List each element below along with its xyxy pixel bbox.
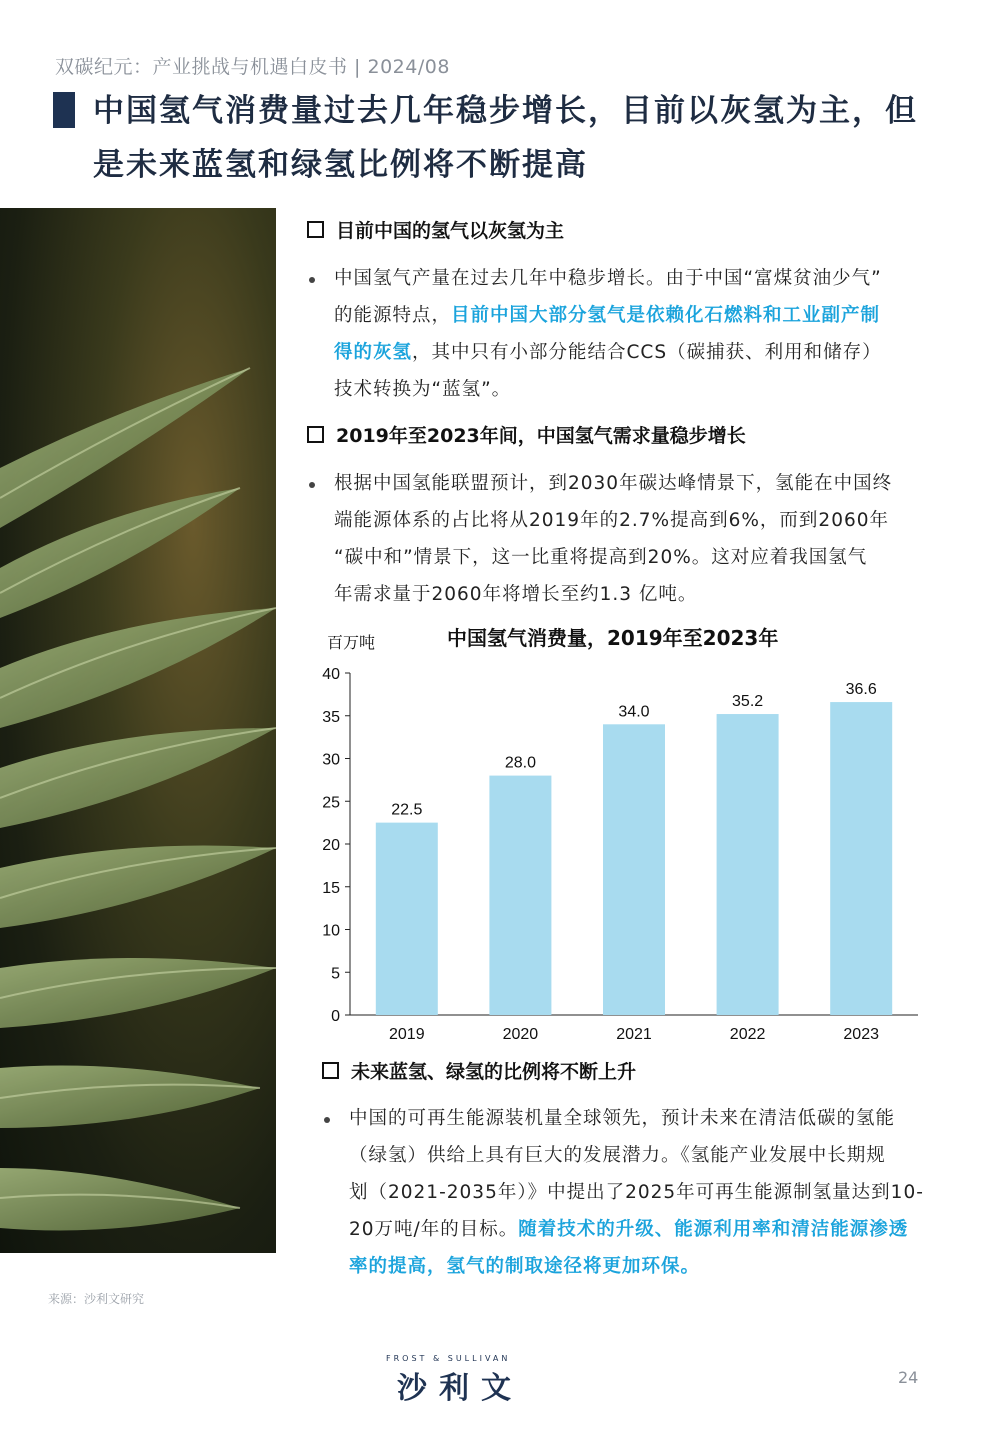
chart-title: 中国氢气消费量，2019年至2023年 (447, 626, 779, 650)
page-title-line-2: 是未来蓝氢和绿氢比例将不断提高 (93, 147, 588, 183)
y-tick-label: 5 (331, 965, 340, 983)
data-label: 36.6 (845, 681, 877, 699)
bar (603, 724, 665, 1015)
source-note: 来源：沙利文研究 (48, 1292, 145, 1306)
section-heading-3: 未来蓝氢、绿氢的比例将不断上升 (322, 1057, 636, 1084)
data-label: 22.5 (391, 801, 423, 819)
highlight-text: 得的灰氢 (334, 342, 413, 363)
bullet-icon (324, 1117, 330, 1123)
data-label: 34.0 (618, 703, 650, 721)
fern-photo (0, 208, 276, 1253)
y-tick-label: 20 (322, 837, 340, 854)
page-title-line-1: 中国氢气消费量过去几年稳步增长，目前以灰氢为主，但 (93, 93, 918, 129)
bullet-icon (309, 277, 315, 283)
paragraph-3: 中国的可再生能源装机量全球领先，预计未来在清洁低碳的氢能 （绿氢）供给上具有巨大的发展潜力。《氢能产业发展中长期规 划（2021-2035年）》中提出了2025年可再生能源制氢量达到10- 20万吨/年的目标。随着技术的升级、能源利用率和清洁能源渗透 率的提高，氢气的制取途径将更加环保。 (349, 1100, 924, 1285)
page-number: 24 (898, 1368, 919, 1387)
y-tick-label: 40 (322, 666, 340, 683)
bar (376, 823, 438, 1015)
page-title (93, 84, 953, 192)
x-tick-label: 2023 (843, 1026, 879, 1043)
paragraph-1: 中国氢气产量在过去几年中稳步增长。由于中国“富煤贫油少气” 的能源特点，目前中国大部分氢气是依赖化石燃料和工业副产制 得的灰氢，其中只有小部分能结合CCS（碳捕获、利用和储存） 技术转换为“蓝氢”。 (334, 268, 882, 400)
checkbox-icon (322, 1062, 339, 1079)
company-logo: 沙利文 (397, 1371, 523, 1406)
report-header: 双碳纪元：产业挑战与机遇白皮书 | 2024/08 (55, 56, 450, 78)
bar (717, 714, 779, 1015)
highlight-text: 率的提高，氢气的制取途径将更加环保。 (349, 1256, 701, 1277)
bar (489, 776, 551, 1015)
paragraph-2: 根据中国氢能联盟预计，到2030年碳达峰情景下，氢能在中国终 端能源体系的占比将从2019年的2.7%提高到6%，而到2060年 “碳中和”情景下，这一比重将提高到20%。这对应着我国氢气 年需求量于2060年将增长至约1.3 亿吨。 (334, 473, 893, 605)
y-tick-label: 10 (322, 922, 340, 940)
logo-subtext: FROST & SULLIVAN (386, 1354, 511, 1363)
chart-y-unit: 百万吨 (327, 633, 376, 652)
highlight-text: 随着技术的升级、能源利用率和清洁能源渗透 (518, 1219, 909, 1240)
y-tick-label: 25 (322, 794, 340, 812)
data-label: 35.2 (732, 693, 764, 711)
data-label: 28.0 (504, 754, 536, 772)
y-tick-label: 35 (322, 708, 340, 726)
y-tick-label: 30 (322, 751, 340, 769)
bullet-icon (309, 482, 315, 488)
fern-illustration (0, 208, 276, 1253)
x-tick-label: 2021 (616, 1026, 652, 1043)
section-heading-2: 2019年至2023年间，中国氢气需求量稳步增长 (307, 421, 746, 448)
x-tick-label: 2019 (389, 1026, 425, 1043)
checkbox-icon (307, 426, 324, 443)
section-heading-1: 目前中国的氢气以灰氢为主 (307, 216, 564, 243)
title-accent-bar (53, 92, 75, 128)
highlight-text: 目前中国大部分氢气是依赖化石燃料和工业副产制 (451, 305, 881, 326)
x-tick-label: 2020 (502, 1026, 539, 1043)
x-tick-label: 2022 (729, 1026, 766, 1043)
y-tick-label: 0 (331, 1008, 340, 1025)
y-tick-label: 15 (322, 879, 340, 897)
bar-chart (300, 655, 940, 1050)
checkbox-icon (307, 221, 324, 238)
bar (830, 702, 892, 1015)
